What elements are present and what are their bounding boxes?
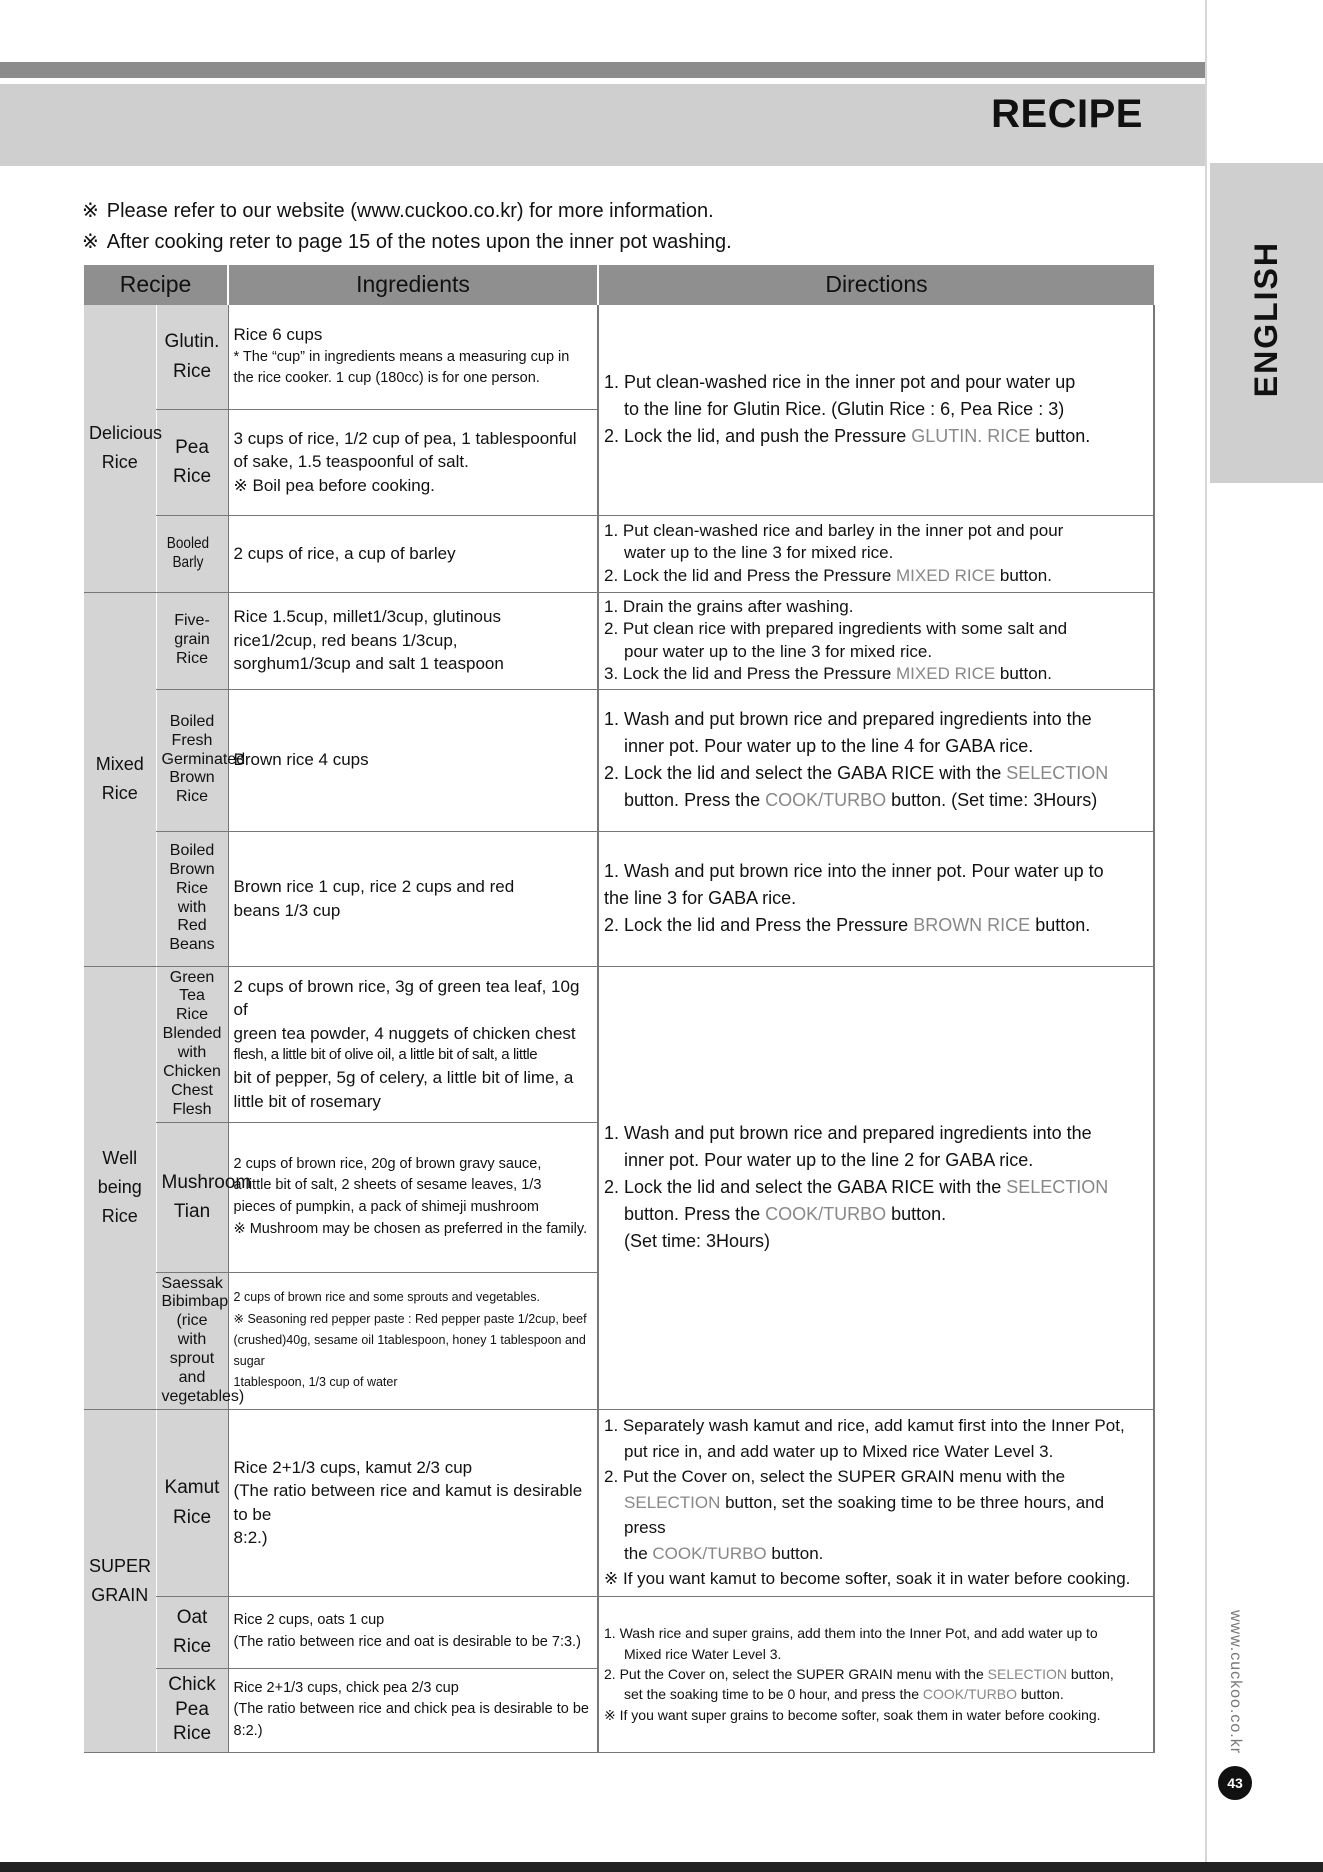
directions-kamut-rice: 1. Separately wash kamut and rice, add kamut first into the Inner Pot, put rice in, and add water up to Mixed rice Water Level 3. 2. Put the Cover on, select the SUPER GRAIN menu with the SELECTION button, set the soaking time to be three hours, and press the COOK/TURBO button. ※ If you want kamut to become softer, soak it in water before cooking. [598,1409,1154,1596]
language-tab [1210,163,1323,483]
recipe-kamut-rice: Kamut Rice [156,1409,228,1596]
recipe-mushroom-tian: Mushroom Tian [156,1122,228,1272]
page-title: RECIPE [991,92,1143,136]
table-row [84,831,1154,966]
ingredients-kamut-rice: Rice 2+1/3 cups, kamut 2/3 cup (The ratio between rice and kamut is desirable to be 8:2.) [228,1409,598,1596]
category-well-being-rice: Well being Rice [84,966,156,1409]
ingredients-boiled-barley: 2 cups of rice, a cup of barley [228,515,598,592]
website-text: www.cuckoo.co.kr [1227,1610,1244,1755]
ingredients-germinated-brown-rice: Brown rice 4 cups [228,689,598,831]
directions-boiled-barley: 1. Put clean-washed rice and barley in the inner pot and pour water up to the line 3 for mixed rice. 2. Lock the lid and Press the Pressure MIXED RICE button. [598,515,1154,592]
ingredients-five-grain-rice: Rice 1.5cup, millet1/3cup, glutinous rice1/2cup, red beans 1/3cup, sorghum1/3cup and salt 1 teaspoon [228,592,598,689]
category-mixed-rice: Mixed Rice [84,592,156,966]
recipe-five-grain-rice: Five-grain Rice [156,592,228,689]
recipe-green-tea-rice: Green Tea Rice Blended with Chicken Chest Flesh [156,966,228,1122]
recipe-table [84,265,1155,1753]
margin-divider [1205,0,1207,1872]
language-tab-label: ENGLISH [1248,241,1284,398]
table-row [84,966,1154,1122]
ingredients-glutin-rice: Rice 6 cups * The “cup” in ingredients means a measuring cup in the rice cooker. 1 cup (180cc) is for one person. [228,305,598,409]
table-row [84,1596,1154,1668]
ingredients-green-tea-rice: 2 cups of brown rice, 3g of green tea leaf, 10g of green tea powder, 4 nuggets of chicken chest flesh, a little bit of olive oil, a little bit of salt, a little bit of pepper, 5g of celery, a little bit of lime, a little bit of rosemary [228,966,598,1122]
menu-highlight: COOK/TURBO [922,1686,1017,1703]
ingredients-saessak-bibimbap: 2 cups of brown rice and some sprouts and vegetables. ※ Seasoning red pepper paste : Red pepper paste 1/2cup, beef (crushed)40g, sesame oil 1tablespoon, honey 1 tablespoon and sugar 1tablespoon, 1/3 cup of water [228,1272,598,1409]
recipe-glutin-rice: Glutin. Rice [156,305,228,409]
ingredients-chick-pea-rice: Rice 2+1/3 cups, chick pea 2/3 cup (The ratio between rice and chick pea is desirable to be 8:2.) [228,1668,598,1752]
recipe-chick-pea-rice: Chick Pea Rice [156,1668,228,1752]
directions-delicious-rice: 1. Put clean-washed rice in the inner pot and pour water up to the line for Glutin Rice. (Glutin Rice : 6, Pea Rice : 3) 2. Lock the lid, and push the Pressure GLUTIN. RICE button. [598,305,1154,515]
header-recipe: Recipe [84,265,228,305]
bottom-rule [0,1862,1323,1872]
reference-mark: ※ [82,231,99,253]
recipe-oat-rice: Oat Rice [156,1596,228,1668]
table-row [84,1409,1154,1596]
note-website [82,196,732,227]
menu-highlight: SELECTION [1006,763,1109,783]
directions-germinated-brown-rice: 1. Wash and put brown rice and prepared ingredients into the inner pot. Pour water up to the line 4 for GABA rice. 2. Lock the lid and select the GABA RICE with the SELECTION button. Press the COOK/TURBO button. (Set time: 3Hours) [598,689,1154,831]
ingredients-brown-rice-red-beans: Brown rice 1 cup, rice 2 cups and red beans 1/3 cup [228,831,598,966]
directions-well-being-rice: 1. Wash and put brown rice and prepared ingredients into the inner pot. Pour water up to the line 2 for GABA rice. 2. Lock the lid and select the GABA RICE with the SELECTION button. Press the COOK/TURBO button. (Set time: 3Hours) [598,966,1154,1409]
menu-highlight: GLUTIN. RICE [911,426,1031,447]
table-row [84,515,1154,592]
ingredients-oat-rice: Rice 2 cups, oats 1 cup (The ratio between rice and oat is desirable to be 7:3.) [228,1596,598,1668]
menu-highlight: BROWN RICE [913,915,1031,935]
directions-five-grain-rice: 1. Drain the grains after washing. 2. Put clean rice with prepared ingredients with some salt and pour water up to the line 3 for mixed rice. 3. Lock the lid and Press the Pressure MIXED RICE button. [598,592,1154,689]
header-band [0,84,1205,166]
recipe-brown-rice-red-beans: Boiled Brown Rice with Red Beans [156,831,228,966]
directions-brown-rice-red-beans: 1. Wash and put brown rice into the inner pot. Pour water up to the line 3 for GABA rice. 2. Lock the lid and Press the Pressure BROWN RICE button. [598,831,1154,966]
recipe-pea-rice: Pea Rice [156,409,228,515]
table-row [84,592,1154,689]
recipe-germinated-brown-rice: Boiled Fresh Germinated Brown Rice [156,689,228,831]
table-header-row [84,265,1154,305]
page-number: 43 [1218,1766,1252,1800]
notes [82,196,732,258]
note-text: Please refer to our website (www.cuckoo.co.kr) for more information. [106,200,714,222]
header-directions: Directions [598,265,1154,305]
header-ingredients: Ingredients [228,265,598,305]
directions-super-grain: 1. Wash rice and super grains, add them into the Inner Pot, and add water up to Mixed rice Water Level 3. 2. Put the Cover on, select the SUPER GRAIN menu with the SELECTION button, set the soaking time to be 0 hour, and press the COOK/TURBO button. ※ If you want super grains to become softer, soak them in water before cooking. [598,1596,1154,1752]
category-delicious-rice: Delicious Rice [84,305,156,592]
menu-highlight: MIXED RICE [896,565,996,585]
menu-highlight: SELECTION [624,1492,721,1512]
menu-highlight: SELECTION [987,1665,1067,1682]
table-row [84,305,1154,409]
recipe-saessak-bibimbap: Saessak Bibimbap (rice with sprout and vegetables) [156,1272,228,1409]
menu-highlight: MIXED RICE [896,663,996,683]
note-text: After cooking reter to page 15 of the notes upon the inner pot washing. [106,231,732,253]
menu-highlight: SELECTION [1006,1177,1109,1198]
recipe-boiled-barley: Booled Barly [156,515,228,592]
category-super-grain: SUPER GRAIN [84,1409,156,1752]
table-row [84,689,1154,831]
menu-highlight: COOK/TURBO [765,790,887,810]
note-washing [82,227,732,258]
ingredients-pea-rice: 3 cups of rice, 1/2 cup of pea, 1 tablespoonful of sake, 1.5 teaspoonful of salt. ※ Boil pea before cooking. [228,409,598,515]
menu-highlight: COOK/TURBO [765,1204,887,1225]
top-rule [0,62,1205,78]
reference-mark: ※ [82,200,99,222]
ingredients-mushroom-tian: 2 cups of brown rice, 20g of brown gravy sauce, a little bit of salt, 2 sheets of sesame leaves, 1/3 pieces of pumpkin, a pack of shimeji mushroom ※ Mushroom may be chosen as preferred in the family. [228,1122,598,1272]
menu-highlight: COOK/TURBO [652,1543,767,1563]
